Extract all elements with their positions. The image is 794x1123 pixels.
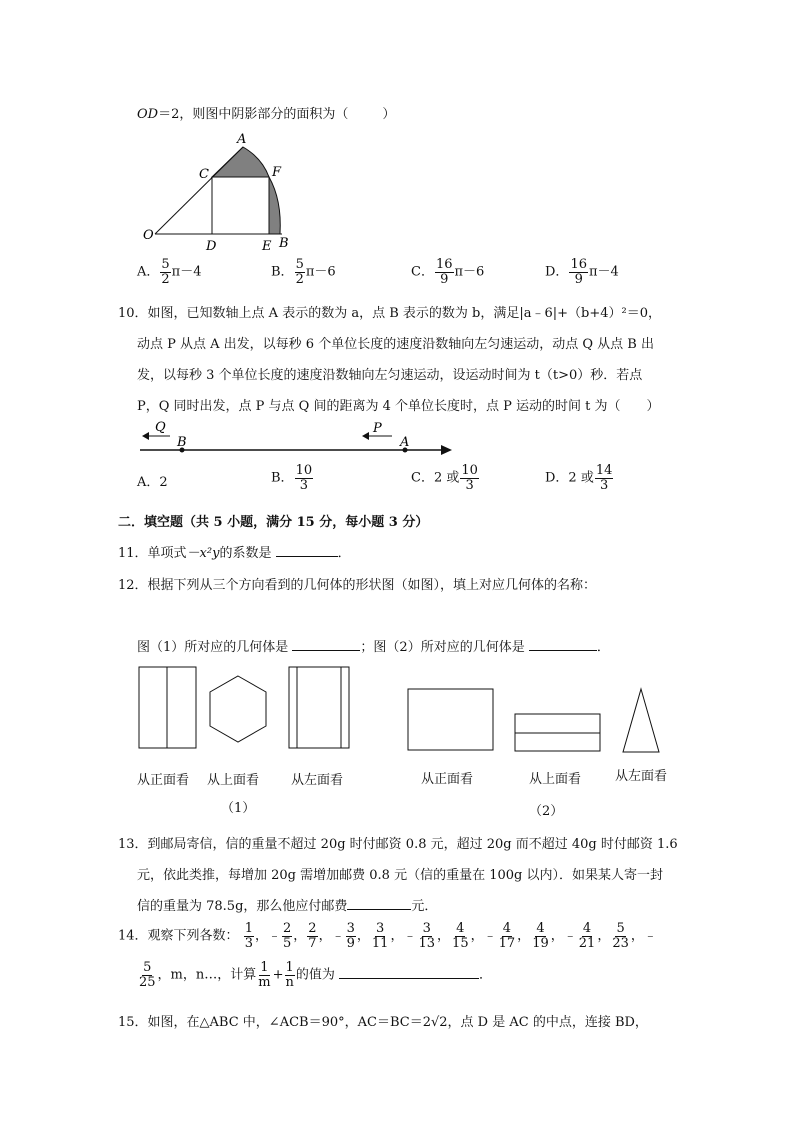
q11-prefix: 11．单项式	[118, 546, 187, 561]
q9-opt-b-den: 2	[295, 271, 304, 287]
q10-opt-d-text: D．2 或	[545, 470, 594, 486]
q9-label-c: C	[199, 167, 209, 182]
q12-fig1-caption: （1）	[221, 801, 256, 816]
q9-label-a: A	[237, 132, 247, 147]
q10-opt-b-num: 10	[295, 463, 313, 478]
q14-term-num: 2	[308, 921, 317, 936]
q14-term-fraction	[451, 922, 470, 950]
q9-label-e: E	[262, 239, 272, 254]
q14-term-fraction	[611, 922, 630, 950]
q12-fig1-left	[289, 667, 349, 748]
q14-plus: +	[272, 967, 284, 983]
q14-period: ．	[479, 967, 493, 983]
q10-opt-d-den: 3	[599, 477, 609, 493]
q9-opt-b-letter: B．	[271, 264, 294, 280]
q14-term-den: 11	[371, 935, 389, 951]
q9-opt-a-letter: A．	[137, 264, 160, 280]
q10-label-p: P	[373, 421, 382, 436]
q13-line2: 元，依此类推，每增加 20g 需增加邮费 0.8 元（信的重量在 100g 以内）．如果某人寄一封	[137, 868, 663, 883]
q12-fig2-view-left: 从左面看	[615, 769, 668, 784]
q10-label-a: A	[400, 435, 410, 450]
q9-opt-a-rest: π－4	[171, 264, 202, 280]
q14-n-den: n	[285, 974, 294, 990]
q13-line3a: 信的重量为 78.5g，那么他应付邮费	[137, 899, 348, 914]
q9-opt-b-rest: π－6	[305, 264, 336, 280]
q14-comma: ，	[597, 928, 611, 944]
q14-m-frac	[257, 961, 271, 989]
q14-comma: ，	[390, 928, 404, 944]
q12-fill-mid: ；图（2）所对应的几何体是	[360, 640, 525, 655]
q12-text: 12．根据下列从三个方向看到的几何体的形状图（如图），填上对应几何体的名称：	[118, 578, 597, 593]
q12-fig2-left-triangle	[623, 689, 659, 752]
q14-m-num: 1	[260, 960, 269, 975]
q12-fig1-top-hexagon	[210, 676, 266, 742]
q12-fig1-view-front: 从正面看	[137, 773, 190, 788]
q10-label-q: Q	[155, 420, 166, 435]
q14-term-den: 17	[498, 935, 516, 951]
q10-opt-d-num: 14	[595, 463, 613, 478]
q14-term-fraction	[531, 922, 550, 950]
q12-fill-end: ．	[596, 640, 610, 655]
q14-answer-blank[interactable]	[339, 966, 479, 979]
q10-line4: P，Q 同时出发，点 P 与点 Q 间的距离为 4 个单位长度时，点 P 运动的时间 t 为（ ）	[137, 399, 660, 414]
q9-opt-c-den: 9	[440, 271, 449, 287]
q14-l2-text: ，m，n…，计算	[157, 967, 257, 983]
q14-comma: ，	[293, 928, 307, 944]
q14-term-den: 23	[612, 935, 629, 951]
q14-term-num: 2	[283, 921, 292, 936]
q12-fig2-front	[408, 689, 493, 750]
q9-tail-text: ＝2，则图中阴影部分的面积为（	[158, 107, 349, 122]
q9-opt-c-num: 16	[435, 257, 453, 272]
q14-term-sign: ﹣	[331, 928, 345, 944]
q10-line1: 10．如图，已知数轴上点 A 表示的数为 a，点 B 表示的数为 b，满足|a﹣6|+（b+4）²＝0，	[118, 306, 661, 321]
q9-label-f: F	[272, 165, 282, 180]
q14-term-den: 13	[418, 935, 436, 951]
q14-comma: ，	[437, 928, 451, 944]
q14-m-den: m	[258, 974, 271, 990]
q14-term-fraction	[578, 922, 597, 950]
q14-term-den: 7	[308, 935, 317, 951]
q11-suffix: 的系数是	[219, 546, 272, 561]
q9-od: OD	[137, 107, 159, 122]
q14-term-fraction	[417, 922, 436, 950]
q14-term-sign: ﹣	[563, 928, 577, 944]
q14-trailing-sign: ﹣	[643, 928, 657, 944]
q12-fig1-view-top: 从上面看	[207, 773, 260, 788]
q15-text: 15．如图，在△ABC 中，∠ACB＝90°，AC＝BC＝2√2，点 D 是 AC 的中点，连接 BD，	[118, 1015, 648, 1030]
q10-option-a[interactable]: A．2	[137, 475, 168, 490]
q10-opt-c-den: 3	[465, 477, 474, 493]
q12-fill-a: 图（1）所对应的几何体是	[137, 640, 289, 655]
q14-term-num: 5	[616, 921, 625, 936]
q13-line3	[137, 895, 437, 914]
q14-term-num: 3	[376, 921, 385, 936]
q12-fig2-view-top: 从上面看	[529, 772, 582, 787]
q14-term-num: 3	[346, 921, 355, 936]
section2-title: 二．填空题（共 5 小题，满分 15 分，每小题 3 分）	[118, 515, 429, 530]
q14-term-den: 9	[346, 935, 355, 951]
q14-comma: ，	[356, 928, 370, 944]
q9-opt-c-rest: π－6	[454, 264, 485, 280]
q14-term-den: 19	[532, 935, 549, 951]
q11-end: ．	[337, 546, 351, 561]
q14-term-fraction	[307, 922, 317, 950]
q14-term-den: 21	[578, 935, 596, 951]
q9-opt-d-letter: D．	[545, 264, 569, 280]
q14-term-sign: ﹣	[267, 928, 281, 944]
q9-opt-a-den: 2	[161, 271, 170, 287]
q12-fig2-caption: （2）	[529, 804, 564, 819]
q14-term-num: 4	[536, 921, 545, 936]
q14-term-den: 15	[452, 935, 469, 951]
q12-fig2-view-front: 从正面看	[421, 772, 474, 787]
q14-line1	[118, 922, 657, 950]
q14-n-num: 1	[285, 960, 294, 975]
q14-term-fraction	[498, 922, 517, 950]
q14-l2-end: 的值为	[295, 967, 335, 983]
q14-n-frac	[284, 961, 294, 989]
q14-term-fraction	[282, 922, 292, 950]
q13-line1: 13．到邮局寄信，信的重量不超过 20g 时付邮资 0.8 元，超过 20g 而不超过 40g 时付邮资 1.6	[118, 837, 678, 852]
q9-opt-d-den: 9	[574, 271, 583, 287]
q14-term-num: 4	[456, 921, 465, 936]
q9-opt-d-num: 16	[570, 257, 587, 272]
q14-comma: ，	[470, 928, 484, 944]
q14-term-fraction	[346, 922, 356, 950]
q14-term-num: 4	[582, 921, 592, 936]
q14-prefix: 14．观察下列各数：	[118, 928, 239, 944]
q9-label-d: D	[206, 239, 217, 254]
q9-tail-close: ）	[382, 107, 396, 122]
q14-comma: ，	[254, 928, 268, 944]
q14-line2	[137, 961, 492, 989]
q14-term-den: 3	[244, 935, 253, 951]
q10-label-b: B	[177, 435, 187, 450]
q14-term-num: 3	[422, 921, 431, 936]
q13-line3b: 元．	[411, 899, 438, 914]
q14-term-sign: ﹣	[483, 928, 497, 944]
q10-opt-c-text: C．2 或	[411, 470, 460, 486]
q9-label-b: B	[279, 236, 289, 251]
q11-term: －x²y	[186, 546, 220, 561]
q14-term-fraction	[244, 922, 254, 950]
q9-opt-d-rest: π－4	[588, 264, 619, 280]
q10-line2: 动点 P 从点 A 出发，以每秒 6 个单位长度的速度沿数轴向左匀速运动，动点 Q 从点 B 出	[137, 337, 654, 352]
q14-term-sign: ﹣	[403, 928, 417, 944]
q12-fig1-view-left: 从左面看	[291, 773, 344, 788]
q10-line3: 发，以每秒 3 个单位长度的速度沿数轴向左匀速运动，设运动时间为 t（t>0）秒．若点	[137, 368, 643, 383]
q14-l2-num: 5	[143, 960, 152, 975]
q9-opt-a-num: 5	[161, 257, 170, 272]
q14-term-den: 5	[283, 935, 292, 951]
q9-label-o: O	[143, 228, 154, 243]
q9-opt-c-letter: C．	[411, 264, 434, 280]
q14-comma: ，	[550, 928, 564, 944]
q14-comma: ，	[630, 928, 644, 944]
q10-opt-b-den: 3	[299, 477, 308, 493]
q13-answer-blank[interactable]	[347, 897, 411, 910]
q9-opt-b-num: 5	[295, 257, 304, 272]
q14-l2-frac	[138, 961, 157, 989]
q14-term-num: 4	[502, 921, 512, 936]
q10-opt-c-num: 10	[461, 463, 478, 478]
q14-term-num: 1	[244, 921, 253, 936]
q14-comma: ，	[517, 928, 531, 944]
q10-opt-b-letter: B．	[271, 470, 294, 486]
q14-l2-den: 25	[139, 974, 156, 990]
q14-term-fraction	[371, 922, 390, 950]
q14-comma: ，	[318, 928, 332, 944]
